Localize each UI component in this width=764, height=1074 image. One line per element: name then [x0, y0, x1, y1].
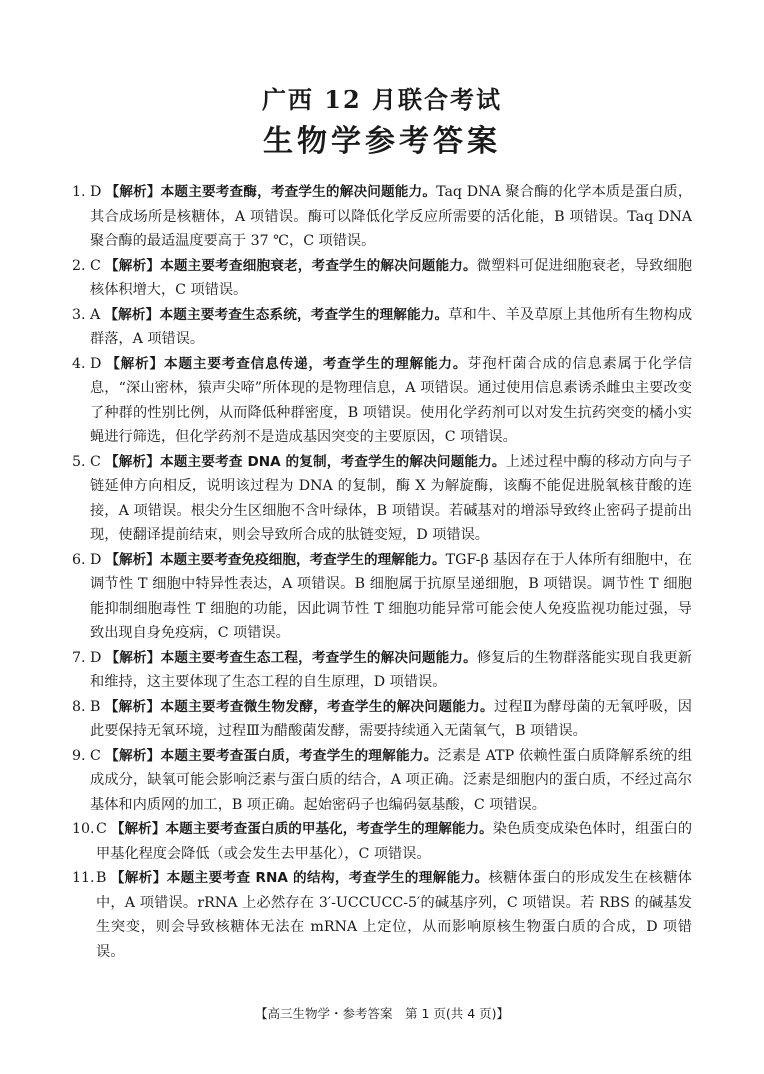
explanation-text: 过程Ⅱ为酵母菌的无氧呼吸，因此要保持无氧环境，过程Ⅲ为醋酸菌发酵，需要持续通入无菌氧气，B 项错误。 [90, 698, 692, 739]
answer-letter: B [90, 698, 101, 715]
answer-letter: B [96, 870, 107, 886]
answer-item [72, 817, 692, 866]
topic-summary: 本题主要考查微生物发酵，考查学生的解决问题能力。 [160, 698, 494, 715]
answer-letter: C [90, 453, 101, 470]
explanation-text: 核糖体蛋白的形成发生在核糖体中，A 项错误。rRNA 上必然存在 3′-UCCUCC-5′的碱基序列，C 项错误。若 RBS 的碱基发生突变，则会导致核糖体无法在 mRNA 上定位，从而影响原核生物蛋白质的合成，D 项错误。 [96, 870, 692, 960]
question-number: 1. [72, 184, 86, 200]
question-number: 6. [72, 551, 86, 568]
answer-item [72, 695, 692, 744]
explanation-text: 微塑料可促进细胞衰老，导致细胞核体积增大，C 项错误。 [90, 257, 693, 298]
explanation-text: 染色质变成染色体时，组蛋白的甲基化程度会降低（或会发生去甲基化），C 项错误。 [96, 821, 693, 862]
analysis-tag: 【解析】 [105, 551, 160, 568]
topic-summary: 本题主要考查信息传递，考查学生的理解能力。 [164, 355, 468, 372]
explanation-text: 上述过程中酶的移动方向与子链延伸方向相反，说明该过程为 DNA 的复制，酶 X 为解旋酶，该酶不能促进脱氧核苷酸的连接，A 项错误。根尖分生区细胞不含叶绿体，B 项错误。若碱基对的增添导致终止密码子提前出现，使翻译提前结束，则会导致所合成的肽链变短，D 项错误。 [90, 453, 692, 543]
question-number: 3. [72, 306, 86, 323]
answer-item [72, 548, 692, 646]
topic-summary: 本题主要考查蛋白质的甲基化，考查学生的理解能力。 [165, 821, 493, 837]
answer-item [72, 352, 692, 450]
explanation-text: TGF-β 基因存在于人体所有细胞中，在调节性 T 细胞中特异性表达，A 项错误。B 细胞属于抗原呈递细胞，B 项错误。调节性 T 细胞能抑制细胞毒性 T 细胞的功能，因此调节性 T 细胞功能异常可能会使人免疫监视功能过强，导致出现自身免疫病，C 项错误。 [90, 551, 693, 641]
question-number: 9. [72, 747, 86, 764]
answer-letter: D [90, 649, 102, 666]
answer-item [72, 866, 692, 964]
explanation-text: 泛素是 ATP 依赖性蛋白质降解系统的组成成分，缺氧可能会影响泛素与蛋白质的结合，A 项正确。泛素是细胞内的蛋白质，不经过高尔基体和内质网的加工，B 项正确。起始密码子也编码氨基酸，C 项错误。 [90, 747, 693, 813]
explanation-text: Taq DNA 聚合酶的化学本质是蛋白质，其合成场所是核糖体，A 项错误。酶可以降低化学反应所需要的活化能，B 项错误。Taq DNA 聚合酶的最适温度要高于 37 ℃，C 项错误。 [90, 184, 693, 249]
topic-summary: 本题主要考查生态系统，考查学生的理解能力。 [159, 306, 449, 323]
answer-letter: D [90, 355, 102, 372]
question-number: 4. [72, 355, 86, 372]
topic-summary: 本题主要考查 RNA 的结构，考查学生的理解能力。 [166, 870, 489, 886]
analysis-tag: 【解析】 [105, 184, 161, 200]
page-footer: 【高三生物学・参考答案 第 1 页(共 4 页)】 [254, 1006, 510, 1021]
explanation-text: 修复后的生物群落能实现自我更新和维持，这主要体现了生态工程的自生原理，D 项错误。 [90, 649, 692, 690]
analysis-tag: 【解析】 [110, 870, 167, 886]
answer-item [72, 646, 692, 695]
answer-item [72, 180, 692, 254]
answer-letter: C [90, 747, 101, 764]
question-number: 10. [72, 821, 95, 837]
analysis-tag: 【解析】 [104, 698, 161, 715]
answer-key-title: 生物学参考答案 [263, 124, 501, 159]
analysis-tag: 【解析】 [105, 649, 161, 666]
question-number: 5. [72, 453, 86, 470]
question-number: 11. [72, 870, 95, 886]
explanation-text: 草和牛、羊及草原上其他所有生物构成群落，A 项错误。 [90, 306, 693, 347]
question-number: 7. [72, 649, 86, 666]
question-number: 2. [72, 257, 86, 274]
topic-summary: 本题主要考查 DNA 的复制，考查学生的解决问题能力。 [160, 453, 506, 470]
answer-item [72, 254, 692, 303]
answer-item [72, 744, 692, 818]
analysis-tag: 【解析】 [104, 306, 160, 323]
answer-letter: D [90, 184, 102, 200]
answer-letter: D [90, 551, 102, 568]
topic-summary: 本题主要考查细胞衰老，考查学生的解决问题能力。 [160, 257, 477, 274]
answer-letter: A [90, 306, 101, 323]
answer-item [72, 303, 692, 352]
analysis-tag: 【解析】 [110, 821, 166, 837]
answer-letter: C [90, 257, 101, 274]
explanation-text: 芽孢杆菌合成的信息素属于化学信息，“深山密林，猿声尖啼”所体现的是物理信息，A 项错误。通过使用信息素诱杀雌虫主要改变了种群的性别比例，从而降低种群密度，B 项错误。使用化学药剂可以对发生抗药突变的橘小实蝇进行筛选，但化学药剂不是造成基因突变的主要原因，C 项错误。 [90, 355, 692, 445]
topic-summary: 本题主要考查生态工程，考查学生的解决问题能力。 [160, 649, 477, 666]
analysis-tag: 【解析】 [104, 257, 161, 274]
analysis-tag: 【解析】 [105, 355, 164, 372]
topic-summary: 本题主要考查酶，考查学生的解决问题能力。 [160, 184, 437, 200]
answer-letter: C [96, 821, 107, 837]
question-number: 8. [72, 698, 86, 715]
analysis-tag: 【解析】 [104, 453, 161, 470]
answer-list [72, 180, 692, 964]
topic-summary: 本题主要考查免疫细胞，考查学生的理解能力。 [159, 551, 446, 568]
topic-summary: 本题主要考查蛋白质，考查学生的理解能力。 [160, 747, 438, 764]
answer-item [72, 450, 692, 548]
exam-title: 广西 12 月联合考试 [261, 85, 503, 114]
analysis-tag: 【解析】 [104, 747, 161, 764]
